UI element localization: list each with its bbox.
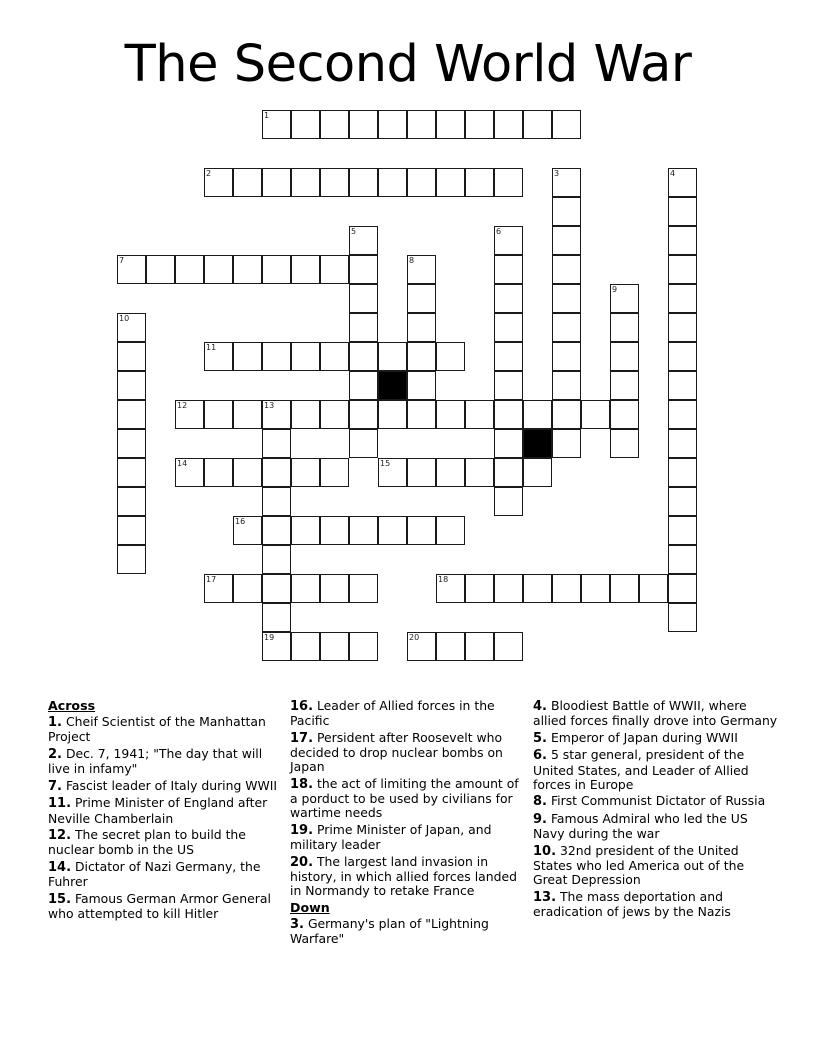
clue-number: 8. [533, 794, 547, 810]
grid-cell[interactable] [610, 429, 639, 458]
cell-number: 9 [612, 285, 618, 294]
grid-cell[interactable] [494, 371, 523, 400]
clue-across-17 [290, 731, 528, 775]
grid-cell[interactable] [494, 632, 523, 661]
grid-cell[interactable] [494, 110, 523, 139]
cell-number: 17 [206, 575, 217, 584]
cell-number: 16 [235, 517, 246, 526]
grid-cell[interactable] [494, 168, 523, 197]
clue-down-4 [533, 699, 778, 728]
clue-down-9 [533, 812, 778, 841]
grid-cell[interactable] [175, 255, 204, 284]
grid-cell[interactable] [320, 458, 349, 487]
grid-cell[interactable] [523, 458, 552, 487]
clue-number: 13. [533, 889, 557, 905]
grid-cell[interactable] [349, 371, 378, 400]
clue-number: 12. [48, 828, 72, 844]
grid-cell[interactable] [552, 400, 581, 429]
crossword-grid [117, 110, 697, 661]
grid-cell[interactable] [494, 226, 523, 255]
grid-cell[interactable] [262, 342, 291, 371]
clue-number: 4. [533, 699, 547, 714]
clue-down-8 [533, 794, 778, 809]
clues-column-2 [290, 699, 528, 949]
clue-text: Cheif Scientist of the Manhattan Project [48, 714, 266, 745]
grid-cell[interactable] [349, 226, 378, 255]
grid-cell[interactable] [610, 284, 639, 313]
clue-number: 18. [290, 776, 314, 792]
clue-text: First Communist Dictator of Russia [550, 793, 766, 809]
grid-cell[interactable] [291, 168, 320, 197]
grid-cell[interactable] [552, 197, 581, 226]
grid-cell[interactable] [117, 400, 146, 429]
grid-cell[interactable] [465, 400, 494, 429]
grid-cell[interactable] [552, 371, 581, 400]
grid-cell[interactable] [291, 574, 320, 603]
grid-cell[interactable] [494, 574, 523, 603]
grid-cell[interactable] [436, 632, 465, 661]
grid-cell[interactable] [117, 371, 146, 400]
grid-cell[interactable] [668, 429, 697, 458]
grid-cell[interactable] [349, 429, 378, 458]
grid-cell[interactable] [233, 574, 262, 603]
grid-cell[interactable] [668, 545, 697, 574]
grid-cell[interactable] [291, 255, 320, 284]
grid-cell[interactable] [262, 168, 291, 197]
grid-cell[interactable] [610, 342, 639, 371]
grid-cell[interactable] [117, 458, 146, 487]
grid-cell[interactable] [668, 168, 697, 197]
grid-cell[interactable] [407, 284, 436, 313]
clue-text: Persident after Roosevelt who decided to drop nuclear bombs on Japan [290, 729, 503, 775]
cell-number: 15 [380, 459, 391, 468]
cell-number: 13 [264, 401, 275, 410]
grid-cell[interactable] [320, 632, 349, 661]
cell-number: 6 [496, 227, 502, 236]
grid-cell[interactable] [552, 313, 581, 342]
cell-number: 12 [177, 401, 188, 410]
clue-text: Famous German Armor General who attempted to kill Hitler [48, 890, 271, 921]
grid-cell[interactable] [378, 400, 407, 429]
cell-number: 19 [264, 633, 275, 642]
cell-number: 7 [119, 256, 125, 265]
grid-cell[interactable] [378, 516, 407, 545]
grid-cell[interactable] [436, 110, 465, 139]
grid-cell[interactable] [494, 313, 523, 342]
grid-cell[interactable] [668, 574, 697, 603]
grid-cell[interactable] [668, 487, 697, 516]
grid-cell[interactable] [494, 429, 523, 458]
grid-cell[interactable] [175, 458, 204, 487]
clue-down-13 [533, 890, 778, 919]
grid-cell[interactable] [262, 400, 291, 429]
grid-cell[interactable] [204, 400, 233, 429]
clue-number: 14. [48, 859, 72, 875]
cell-number: 8 [409, 256, 415, 265]
grid-cell[interactable] [291, 458, 320, 487]
clue-down-5 [533, 731, 778, 746]
grid-cell[interactable] [407, 342, 436, 371]
clue-number: 1. [48, 715, 62, 731]
grid-cell[interactable] [407, 632, 436, 661]
grid-cell[interactable] [378, 168, 407, 197]
grid-cell[interactable] [291, 632, 320, 661]
clue-text: Germany's plan of "Lightning Warfare" [290, 915, 489, 946]
grid-cell[interactable] [204, 168, 233, 197]
clue-across-11 [48, 796, 283, 825]
grid-cell[interactable] [320, 342, 349, 371]
grid-cell[interactable] [494, 342, 523, 371]
grid-cell[interactable] [552, 255, 581, 284]
grid-cell[interactable] [407, 400, 436, 429]
clue-across-2 [48, 747, 283, 776]
grid-cell[interactable] [668, 516, 697, 545]
clue-text: The secret plan to build the nuclear bomb in the US [48, 827, 246, 858]
grid-cell[interactable] [668, 226, 697, 255]
grid-cell[interactable] [204, 574, 233, 603]
cell-number: 20 [409, 633, 420, 642]
grid-cell[interactable] [349, 110, 378, 139]
grid-cell[interactable] [291, 400, 320, 429]
grid-cell[interactable] [262, 574, 291, 603]
grid-cell[interactable] [204, 255, 233, 284]
cell-number: 3 [554, 169, 560, 178]
grid-cell[interactable] [552, 226, 581, 255]
grid-cell[interactable] [523, 400, 552, 429]
grid-cell[interactable] [320, 516, 349, 545]
grid-cell[interactable] [262, 458, 291, 487]
grid-cell[interactable] [668, 342, 697, 371]
grid-cell[interactable] [494, 458, 523, 487]
clue-number: 9. [533, 811, 547, 827]
grid-cell[interactable] [407, 168, 436, 197]
grid-cell[interactable] [552, 342, 581, 371]
clue-text: Famous Admiral who led the US Navy during the war [533, 810, 748, 842]
clue-number: 17. [290, 730, 314, 746]
clue-number: 15. [48, 891, 72, 907]
grid-cell[interactable] [233, 400, 262, 429]
clue-text: the act of limiting the amount of a porduct to be used by civilians for wartime needs [290, 775, 519, 821]
grid-cell[interactable] [552, 284, 581, 313]
clue-down-3 [290, 917, 528, 946]
clue-text: Dec. 7, 1941; "The day that will live in infamy" [48, 746, 263, 777]
black-cell [523, 429, 552, 458]
cell-number: 11 [206, 343, 217, 352]
clue-text: Bloodiest Battle of WWII, where allied forces finally drove into Germany [533, 698, 778, 729]
clue-across-19 [290, 823, 528, 852]
grid-cell[interactable] [494, 255, 523, 284]
grid-cell[interactable] [378, 110, 407, 139]
clue-text: Emperor of Japan during WWII [550, 729, 738, 745]
grid-cell[interactable] [378, 342, 407, 371]
grid-cell[interactable] [523, 110, 552, 139]
grid-cell[interactable] [668, 255, 697, 284]
grid-cell[interactable] [668, 458, 697, 487]
clue-text: Prime Minister of England after Neville Chamberlain [48, 795, 268, 826]
clue-text: 32nd president of the United States who led America out of the Great Depression [533, 842, 745, 888]
grid-cell[interactable] [320, 168, 349, 197]
grid-cell[interactable] [494, 400, 523, 429]
grid-cell[interactable] [436, 516, 465, 545]
clue-across-20 [290, 855, 528, 899]
grid-cell[interactable] [378, 458, 407, 487]
grid-cell[interactable] [349, 400, 378, 429]
clue-across-16 [290, 699, 528, 728]
grid-cell[interactable] [465, 574, 494, 603]
grid-cell[interactable] [146, 255, 175, 284]
grid-cell[interactable] [407, 371, 436, 400]
grid-cell[interactable] [436, 342, 465, 371]
grid-cell[interactable] [204, 342, 233, 371]
grid-cell[interactable] [117, 429, 146, 458]
grid-cell[interactable] [291, 342, 320, 371]
clue-number: 2. [48, 747, 62, 762]
grid-cell[interactable] [349, 168, 378, 197]
clue-across-1 [48, 715, 283, 744]
clue-number: 11. [48, 796, 72, 812]
grid-cell[interactable] [407, 313, 436, 342]
cell-number: 2 [206, 169, 212, 178]
grid-cell[interactable] [262, 545, 291, 574]
grid-cell[interactable] [262, 487, 291, 516]
grid-cell[interactable] [552, 574, 581, 603]
grid-cell[interactable] [117, 342, 146, 371]
grid-cell[interactable] [407, 255, 436, 284]
grid-cell[interactable] [349, 255, 378, 284]
clue-across-18 [290, 777, 528, 821]
grid-cell[interactable] [407, 458, 436, 487]
clue-number: 16. [290, 699, 314, 714]
grid-cell[interactable] [610, 574, 639, 603]
grid-cell[interactable] [117, 313, 146, 342]
clue-number: 3. [290, 916, 304, 932]
grid-cell[interactable] [494, 487, 523, 516]
clue-text: Leader of Allied forces in the Pacific [290, 698, 495, 729]
grid-cell[interactable] [668, 197, 697, 226]
page-title: The Second World War [124, 35, 692, 94]
clue-number: 10. [533, 843, 557, 859]
cell-number: 10 [119, 314, 130, 323]
grid-cell[interactable] [262, 603, 291, 632]
grid-cell[interactable] [291, 516, 320, 545]
clue-number: 5. [533, 730, 547, 746]
clue-number: 7. [48, 778, 62, 794]
grid-cell[interactable] [668, 603, 697, 632]
clues-column-1 [48, 699, 283, 924]
grid-cell[interactable] [233, 255, 262, 284]
clue-across-14 [48, 860, 283, 889]
grid-cell[interactable] [436, 458, 465, 487]
cell-number: 18 [438, 575, 449, 584]
grid-cell[interactable] [320, 400, 349, 429]
grid-cell[interactable] [291, 110, 320, 139]
grid-cell[interactable] [117, 516, 146, 545]
clue-text: Fascist leader of Italy during WWII [65, 777, 278, 793]
grid-cell[interactable] [233, 458, 262, 487]
grid-cell[interactable] [552, 168, 581, 197]
grid-cell[interactable] [233, 168, 262, 197]
clue-number: 6. [533, 748, 547, 764]
grid-cell[interactable] [581, 574, 610, 603]
grid-cell[interactable] [668, 313, 697, 342]
grid-cell[interactable] [349, 284, 378, 313]
grid-cell[interactable] [407, 516, 436, 545]
grid-cell[interactable] [610, 313, 639, 342]
grid-cell[interactable] [465, 168, 494, 197]
grid-cell[interactable] [610, 400, 639, 429]
grid-cell[interactable] [494, 284, 523, 313]
cell-number: 1 [264, 111, 270, 120]
cell-number: 5 [351, 227, 357, 236]
grid-cell[interactable] [262, 255, 291, 284]
across-heading: Across [48, 698, 96, 713]
grid-cell[interactable] [262, 429, 291, 458]
grid-cell[interactable] [465, 458, 494, 487]
grid-cell[interactable] [610, 371, 639, 400]
grid-cell[interactable] [320, 110, 349, 139]
grid-cell[interactable] [407, 110, 436, 139]
grid-cell[interactable] [262, 516, 291, 545]
grid-cell[interactable] [175, 400, 204, 429]
grid-cell[interactable] [465, 632, 494, 661]
clue-text: Dictator of Nazi Germany, the Fuhrer [48, 858, 261, 890]
grid-cell[interactable] [262, 632, 291, 661]
grid-cell[interactable] [668, 284, 697, 313]
clue-down-10 [533, 844, 778, 888]
cell-number: 4 [670, 169, 676, 178]
grid-cell[interactable] [320, 255, 349, 284]
grid-cell[interactable] [668, 371, 697, 400]
clue-text: Prime Minister of Japan, and military leader [290, 821, 492, 852]
grid-cell[interactable] [204, 458, 233, 487]
grid-cell[interactable] [639, 574, 668, 603]
grid-cell[interactable] [552, 429, 581, 458]
grid-cell[interactable] [233, 342, 262, 371]
grid-cell[interactable] [320, 574, 349, 603]
grid-cell[interactable] [349, 632, 378, 661]
clue-across-12 [48, 828, 283, 857]
clue-across-7 [48, 779, 283, 794]
grid-cell[interactable] [349, 516, 378, 545]
grid-cell[interactable] [436, 574, 465, 603]
grid-cell[interactable] [668, 400, 697, 429]
grid-cell[interactable] [436, 168, 465, 197]
cell-number: 14 [177, 459, 188, 468]
clue-across-15 [48, 892, 283, 921]
grid-cell[interactable] [465, 110, 494, 139]
grid-cell[interactable] [552, 110, 581, 139]
grid-cell[interactable] [233, 516, 262, 545]
clue-text: The mass deportation and eradication of jews by the Nazis [533, 888, 731, 919]
grid-cell[interactable] [523, 574, 552, 603]
grid-cell[interactable] [436, 400, 465, 429]
clue-number: 20. [290, 854, 314, 870]
clues-column-3 [533, 699, 778, 922]
clue-number: 19. [290, 822, 314, 838]
grid-cell[interactable] [262, 110, 291, 139]
clue-text: 5 star general, president of the United States, and Leader of Allied forces in Europe [533, 747, 749, 792]
grid-cell[interactable] [349, 313, 378, 342]
clue-text: The largest land invasion in history, in which allied forces landed in Normandy to retake France [290, 853, 517, 898]
black-cell [378, 371, 407, 400]
grid-cell[interactable] [581, 400, 610, 429]
grid-cell[interactable] [117, 487, 146, 516]
grid-cell[interactable] [349, 342, 378, 371]
down-heading: Down [290, 899, 330, 915]
grid-cell[interactable] [117, 255, 146, 284]
grid-cell[interactable] [117, 545, 146, 574]
clue-down-6 [533, 748, 778, 792]
grid-cell[interactable] [349, 574, 378, 603]
